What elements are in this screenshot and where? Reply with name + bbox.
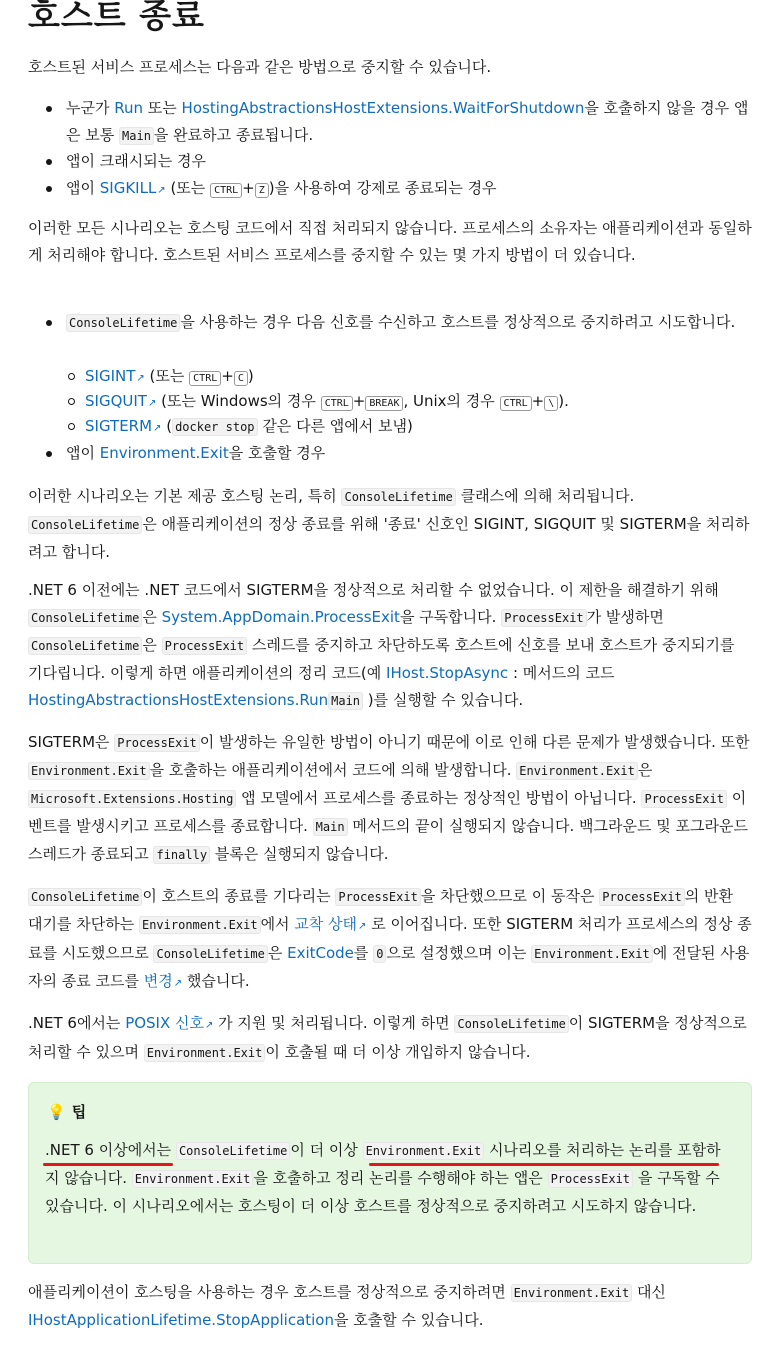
inline-code: Main bbox=[328, 692, 363, 710]
external-link-icon: ↗ bbox=[173, 978, 183, 989]
text-segment: 이 SIGTERM을 정상적으로 처리할 수 있으며 bbox=[28, 1014, 747, 1061]
key-break: BREAK bbox=[365, 396, 403, 411]
processexit-link[interactable]: System.AppDomain.ProcessExit bbox=[161, 608, 400, 626]
text-segment: 을 사용하는 경우 다음 신호를 수신하고 호스트를 정상적으로 중지하려고 시도합니다. bbox=[180, 313, 736, 331]
text-segment: 의 반환 대기를 차단하는 bbox=[28, 887, 734, 933]
inline-code: ConsoleLifetime bbox=[28, 888, 142, 906]
inline-code: ConsoleLifetime bbox=[176, 1142, 290, 1160]
text-segment: 이 더 이상 bbox=[290, 1141, 363, 1159]
change-link[interactable]: 변경 bbox=[143, 972, 173, 990]
text-segment: 이 호출될 때 더 이상 개입하지 않습니다. bbox=[265, 1043, 531, 1061]
text-segment: 를 bbox=[353, 944, 374, 962]
text-segment: ). bbox=[558, 392, 569, 410]
inline-code: Environment.Exit bbox=[363, 1142, 485, 1160]
inline-code: finally bbox=[153, 846, 210, 864]
red-underline-annotation bbox=[369, 1163, 719, 1166]
inline-code: ProcessExit bbox=[114, 734, 199, 752]
page-title: 호스트 종료 bbox=[28, 0, 205, 35]
waitforshutdown-link[interactable]: HostingAbstractionsHostExtensions.WaitForShutdown bbox=[181, 99, 585, 117]
text-segment: 은 bbox=[267, 944, 288, 962]
list-item bbox=[66, 309, 752, 337]
external-link-icon: ↗ bbox=[157, 185, 166, 196]
text-segment: 을 구독합니다. bbox=[399, 608, 502, 626]
inline-code: ConsoleLifetime bbox=[153, 945, 267, 963]
inline-code: ConsoleLifetime bbox=[341, 488, 455, 506]
list-item: 앱이 크래시되는 경우 bbox=[66, 148, 752, 175]
text-segment: 으로 설정했으며 이는 bbox=[386, 944, 532, 962]
inline-code: Main bbox=[313, 818, 348, 836]
inline-code: ProcessExit bbox=[599, 888, 684, 906]
text-segment: , Unix의 경우 bbox=[403, 392, 500, 410]
inline-code: ProcessExit bbox=[501, 609, 586, 627]
key-z: Z bbox=[255, 183, 269, 198]
stopasync-link[interactable]: IHost.StopAsync bbox=[386, 664, 509, 682]
external-link-icon: ↗ bbox=[358, 921, 367, 932]
tip-heading bbox=[47, 1101, 86, 1122]
inline-code: ConsoleLifetime bbox=[28, 516, 142, 534]
text-segment: 은 bbox=[142, 608, 162, 626]
text-segment: 클래스에 의해 처리됩니다. bbox=[455, 487, 635, 505]
text-segment: 같은 다른 앱에서 보냄) bbox=[257, 417, 413, 435]
text-segment: 이러한 시나리오는 기본 제공 호스팅 논리, 특히 bbox=[28, 487, 342, 505]
inline-code: Environment.Exit bbox=[139, 916, 261, 934]
inline-code: ProcessExit bbox=[641, 790, 726, 808]
inline-code: Environment.Exit bbox=[531, 945, 653, 963]
lightbulb-icon: 💡 bbox=[47, 1103, 66, 1121]
text-segment: 은 bbox=[142, 636, 162, 654]
text-segment: 누군가 bbox=[66, 99, 115, 117]
text-segment: 이 호스트의 종료를 기다리는 bbox=[142, 887, 336, 905]
inline-code: ConsoleLifetime bbox=[28, 609, 142, 627]
intro-paragraph: 호스트된 서비스 프로세스는 다음과 같은 방법으로 중지할 수 있습니다. bbox=[28, 58, 492, 76]
inline-code: Environment.Exit bbox=[28, 762, 150, 780]
tip-body bbox=[45, 1137, 731, 1220]
stopapplication-link[interactable]: IHostApplicationLifetime.StopApplication bbox=[28, 1311, 334, 1329]
inline-code: Environment.Exit bbox=[511, 1284, 633, 1302]
text-segment: (또는 bbox=[144, 367, 190, 385]
text-segment: 이 발생하는 유일한 방법이 아니기 때문에 이로 인해 다른 문제가 발생했습니다. 또한 bbox=[199, 733, 750, 751]
text-segment: 했습니다. bbox=[182, 972, 250, 990]
text-segment: 앱이 bbox=[66, 444, 100, 462]
list-item bbox=[66, 440, 752, 467]
environment-exit-link[interactable]: Environment.Exit bbox=[99, 444, 229, 462]
text-segment: )를 실행할 수 있습니다. bbox=[363, 691, 524, 709]
text-segment: 앱 모델에서 프로세스를 종료하는 정상적인 방법이 아닙니다. bbox=[236, 789, 642, 807]
paragraph: 이러한 모든 시나리오는 호스팅 코드에서 직접 처리되지 않습니다. 프로세스의 소유자는 애플리케이션과 동일하게 처리해야 합니다. 호스트된 서비스 프로세스를 중지할 수 있는 몇 가지 방법이 더 있습니다. bbox=[28, 219, 752, 264]
deadlock-link[interactable]: 교착 상태 bbox=[294, 915, 358, 933]
key-c: C bbox=[234, 371, 248, 386]
text-segment: 대신 bbox=[632, 1283, 666, 1301]
text-segment: 가 지원 및 처리됩니다. 이렇게 하면 bbox=[213, 1014, 455, 1032]
external-link-icon: ↗ bbox=[136, 373, 145, 384]
text-segment: 을 호출하고 정리 논리를 수행해야 하는 앱은 bbox=[253, 1169, 548, 1187]
paragraph bbox=[28, 577, 752, 715]
inline-code: ProcessExit bbox=[162, 637, 247, 655]
text-segment: + bbox=[221, 367, 234, 385]
text-segment: + bbox=[352, 392, 366, 410]
text-segment: 을 구독할 수 있습니다. 이 시나리오에서는 호스팅이 더 이상 호스트를 정상적으로 중지하려고 시도하지 않습니다. bbox=[45, 1169, 720, 1215]
tip-callout bbox=[28, 1082, 752, 1264]
sub-list-item bbox=[85, 389, 752, 416]
text-segment: 은 애플리케이션의 정상 종료를 위해 '종료' 신호인 SIGINT, SIGQUIT 및 SIGTERM을 처리하려고 합니다. bbox=[28, 515, 750, 561]
sigint-link[interactable]: SIGINT bbox=[85, 367, 136, 385]
text-segment: 을 호출하지 않을 경우 앱은 보통 bbox=[66, 99, 749, 144]
list-item bbox=[66, 95, 752, 150]
red-underline-annotation bbox=[43, 1163, 173, 1166]
text-segment: (또는 bbox=[165, 179, 211, 197]
sigkill-link[interactable]: SIGKILL bbox=[99, 179, 157, 197]
inline-code: Environment.Exit bbox=[516, 762, 638, 780]
text-segment: 에서 bbox=[260, 915, 295, 933]
paragraph bbox=[28, 1279, 752, 1334]
external-link-icon: ↗ bbox=[205, 1020, 214, 1031]
inline-code: docker stop bbox=[172, 418, 257, 436]
text-segment: (또는 Windows의 경우 bbox=[156, 392, 321, 410]
inline-code: Environment.Exit bbox=[132, 1170, 254, 1188]
key-ctrl: CTRL bbox=[500, 396, 532, 411]
inline-code: 0 bbox=[373, 945, 386, 963]
inline-code: ProcessExit bbox=[335, 888, 420, 906]
key-ctrl: CTRL bbox=[210, 183, 242, 198]
text-segment: 이벤트를 발생시키고 프로세스를 종료합니다. bbox=[28, 789, 747, 835]
sub-list-item bbox=[85, 414, 752, 441]
posix-signals-link[interactable]: POSIX 신호 bbox=[125, 1014, 205, 1032]
paragraph bbox=[28, 883, 752, 997]
text-segment: .NET 6 이전에는 .NET 코드에서 SIGTERM을 정상적으로 처리할 수 없었습니다. 이 제한을 해결하기 위해 bbox=[28, 581, 719, 599]
text-segment: )을 사용하여 강제로 종료되는 경우 bbox=[268, 179, 497, 197]
hosting-run-link[interactable]: HostingAbstractionsHostExtensions.Run bbox=[28, 691, 329, 709]
text-segment: 은 bbox=[637, 761, 653, 779]
text-segment: SIGTERM은 bbox=[28, 733, 115, 751]
inline-code: ProcessExit bbox=[548, 1170, 633, 1188]
text-segment: 가 발생하면 bbox=[586, 608, 664, 626]
text-segment: 블록은 실행되지 않습니다. bbox=[210, 845, 389, 863]
inline-code: ConsoleLifetime bbox=[66, 314, 180, 332]
text-segment: 로 이어집니다. 또한 SIGTERM 처리가 프로세스의 정상 종료를 시도했으므로 bbox=[28, 915, 752, 962]
inline-code: ConsoleLifetime bbox=[454, 1015, 568, 1033]
sub-list-item bbox=[85, 364, 752, 391]
text-segment: ) bbox=[247, 367, 254, 385]
text-segment: ( bbox=[161, 417, 173, 435]
text-segment: 을 호출하는 애플리케이션에서 코드에 의해 발생합니다. bbox=[149, 761, 517, 779]
text-segment: 을 차단했으므로 이 동작은 bbox=[420, 887, 600, 905]
text-segment: 팁 bbox=[71, 1103, 87, 1121]
key-backslash: \ bbox=[544, 396, 558, 411]
text-segment: : 메서드의 코드 bbox=[508, 664, 615, 682]
text-segment: 에 전달된 사용자의 종료 코드를 bbox=[28, 944, 750, 990]
text-segment: .NET 6에서는 bbox=[28, 1014, 126, 1032]
external-link-icon: ↗ bbox=[147, 398, 157, 409]
text-segment: 을 완료하고 종료됩니다. bbox=[153, 126, 314, 144]
key-ctrl: CTRL bbox=[321, 396, 353, 411]
text-segment: 스레드를 중지하고 차단하도록 호스트에 신호를 보내 호스트가 중지되기를 기다립니다. 이렇게 하면 애플리케이션의 정리 코드(예 bbox=[28, 636, 735, 682]
run-link[interactable]: Run bbox=[114, 99, 144, 117]
text-segment: 을 호출할 경우 bbox=[228, 444, 326, 462]
sigquit-link[interactable]: SIGQUIT bbox=[85, 392, 147, 410]
text-segment: 애플리케이션이 호스팅을 사용하는 경우 호스트를 정상적으로 중지하려면 bbox=[28, 1283, 511, 1301]
inline-code: Environment.Exit bbox=[144, 1044, 266, 1062]
key-ctrl: CTRL bbox=[189, 371, 221, 386]
text-segment: 메서드의 끝이 실행되지 않습니다. 백그라운드 및 포그라운드 스레드가 종료되고 bbox=[28, 817, 748, 863]
text-segment: + bbox=[531, 392, 545, 410]
paragraph bbox=[28, 729, 752, 869]
text-segment: .NET 6 이상에서는 bbox=[45, 1141, 176, 1159]
paragraph bbox=[28, 1010, 752, 1067]
inline-code: Main bbox=[119, 127, 154, 145]
exitcode-link[interactable]: ExitCode bbox=[287, 944, 354, 962]
text-segment: 시나리오를 처리하는 논리를 포함하지 않습니다. bbox=[45, 1141, 721, 1187]
text-segment: 을 호출할 수 있습니다. bbox=[334, 1311, 484, 1329]
inline-code: Microsoft.Extensions.Hosting bbox=[28, 790, 236, 808]
paragraph bbox=[28, 483, 752, 566]
inline-code: ConsoleLifetime bbox=[28, 637, 142, 655]
text-segment: 앱이 bbox=[66, 179, 100, 197]
sigterm-link[interactable]: SIGTERM bbox=[85, 417, 153, 435]
external-link-icon: ↗ bbox=[153, 423, 162, 434]
text-segment: + bbox=[242, 179, 255, 197]
list-item bbox=[66, 175, 752, 204]
text-segment: 또는 bbox=[143, 99, 182, 117]
